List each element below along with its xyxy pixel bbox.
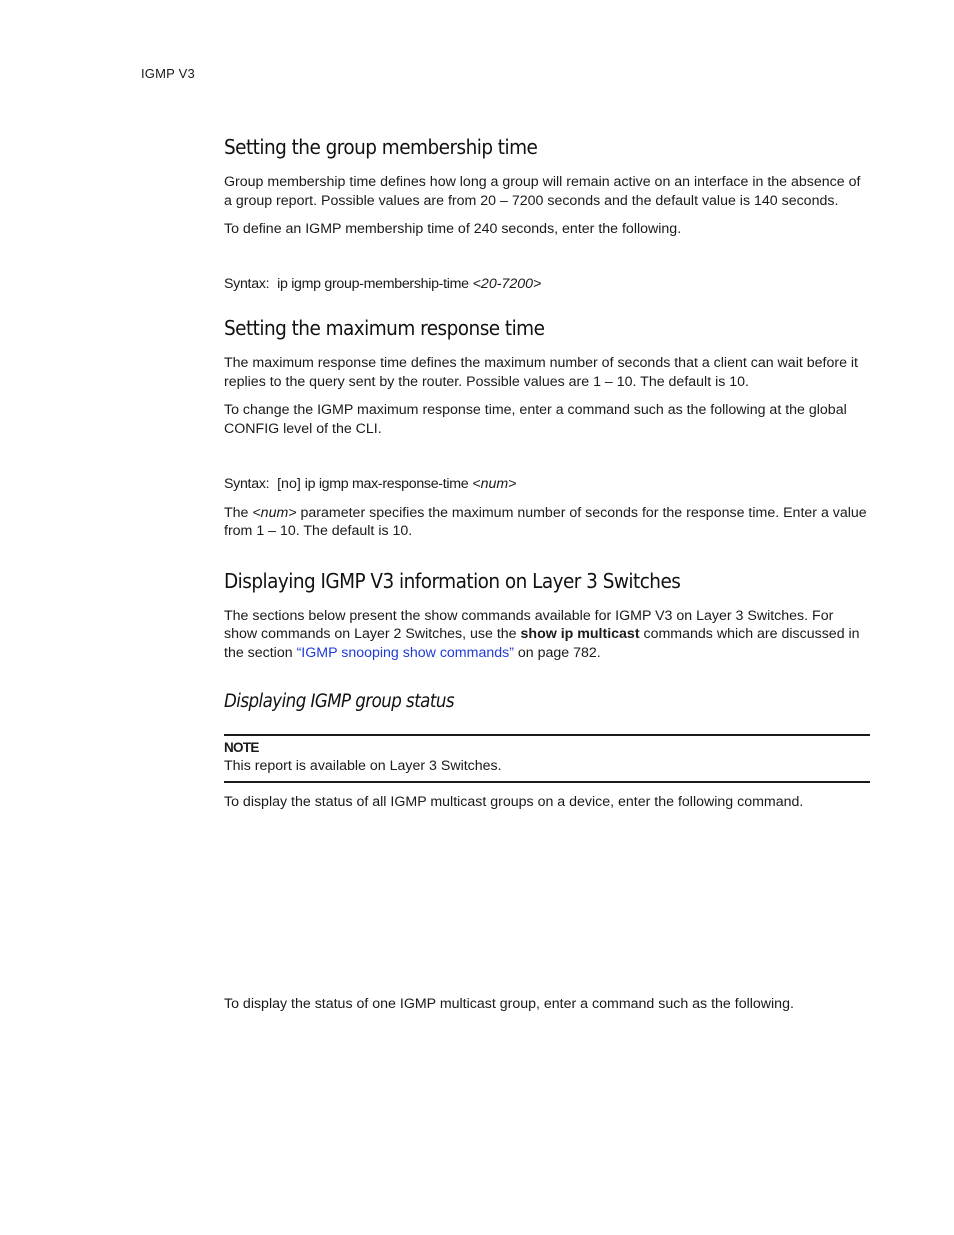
num-parameter-description bbox=[224, 504, 870, 541]
param-desc: parameter specifies the maximum number of seconds for the response time. Enter a value from 1 – 10. The default is 10. bbox=[224, 504, 867, 539]
display-text-a: The sections below present the show commands available for IGMP V3 on Layer 3 Switches. For show commands on Layer 2 Switches, use the bbox=[224, 607, 834, 642]
note-box bbox=[224, 734, 870, 783]
page-content bbox=[224, 132, 870, 1014]
syntax-parameter: <20-7200> bbox=[472, 275, 542, 292]
param-prefix: The bbox=[224, 504, 253, 521]
syntax-label: Syntax: bbox=[224, 476, 270, 492]
igmp-snooping-link[interactable]: “IGMP snooping show commands” bbox=[296, 644, 514, 661]
heading-group-membership-time: Setting the group membership time bbox=[224, 135, 538, 159]
max-response-description: The maximum response time defines the maximum number of seconds that a client can wait before it replies to the query sent by the router. Possible values are 1 – 10. The default is 10. bbox=[224, 355, 858, 390]
note-label: NOTE bbox=[224, 740, 259, 755]
membership-instruction: To define an IGMP membership time of 240 seconds, enter the following. bbox=[224, 221, 682, 237]
syntax-command: ip igmp group-membership-time bbox=[277, 275, 469, 292]
syntax-command: ip igmp max-response-time bbox=[304, 476, 469, 492]
syntax-label: Syntax: bbox=[224, 275, 270, 292]
syntax-optional: [no] bbox=[277, 476, 301, 492]
running-header: IGMP V3 bbox=[141, 66, 195, 81]
heading-displaying-igmp-group-status: Displaying IGMP group status bbox=[224, 691, 454, 712]
display-text-c: on page 782. bbox=[513, 644, 601, 661]
membership-description: Group membership time defines how long a group will remain active on an interface in the absence of a group report. Possible values are from 20 – 7200 seconds and the default value is 140 seconds. bbox=[224, 174, 861, 209]
note-text: This report is available on Layer 3 Switches. bbox=[224, 758, 502, 774]
max-response-instruction: To change the IGMP maximum response time, enter a command such as the following at the global CONFIG level of the CLI. bbox=[224, 402, 847, 437]
heading-maximum-response-time: Setting the maximum response time bbox=[224, 316, 545, 340]
heading-displaying-igmp-v3: Displaying IGMP V3 information on Layer 3 Switches bbox=[224, 568, 681, 593]
syntax-parameter: <num> bbox=[472, 476, 517, 492]
group-status-all-instruction: To display the status of all IGMP multicast groups on a device, enter the following command. bbox=[224, 793, 804, 810]
param-name: <num> bbox=[252, 504, 297, 521]
group-status-one-instruction: To display the status of one IGMP multicast group, enter a command such as the following. bbox=[224, 996, 794, 1012]
max-response-syntax bbox=[224, 475, 870, 494]
show-ip-multicast-command: show ip multicast bbox=[520, 626, 640, 642]
membership-syntax bbox=[224, 275, 870, 294]
display-description bbox=[224, 607, 870, 663]
display-text-b: commands which are discussed in the section bbox=[224, 626, 860, 661]
